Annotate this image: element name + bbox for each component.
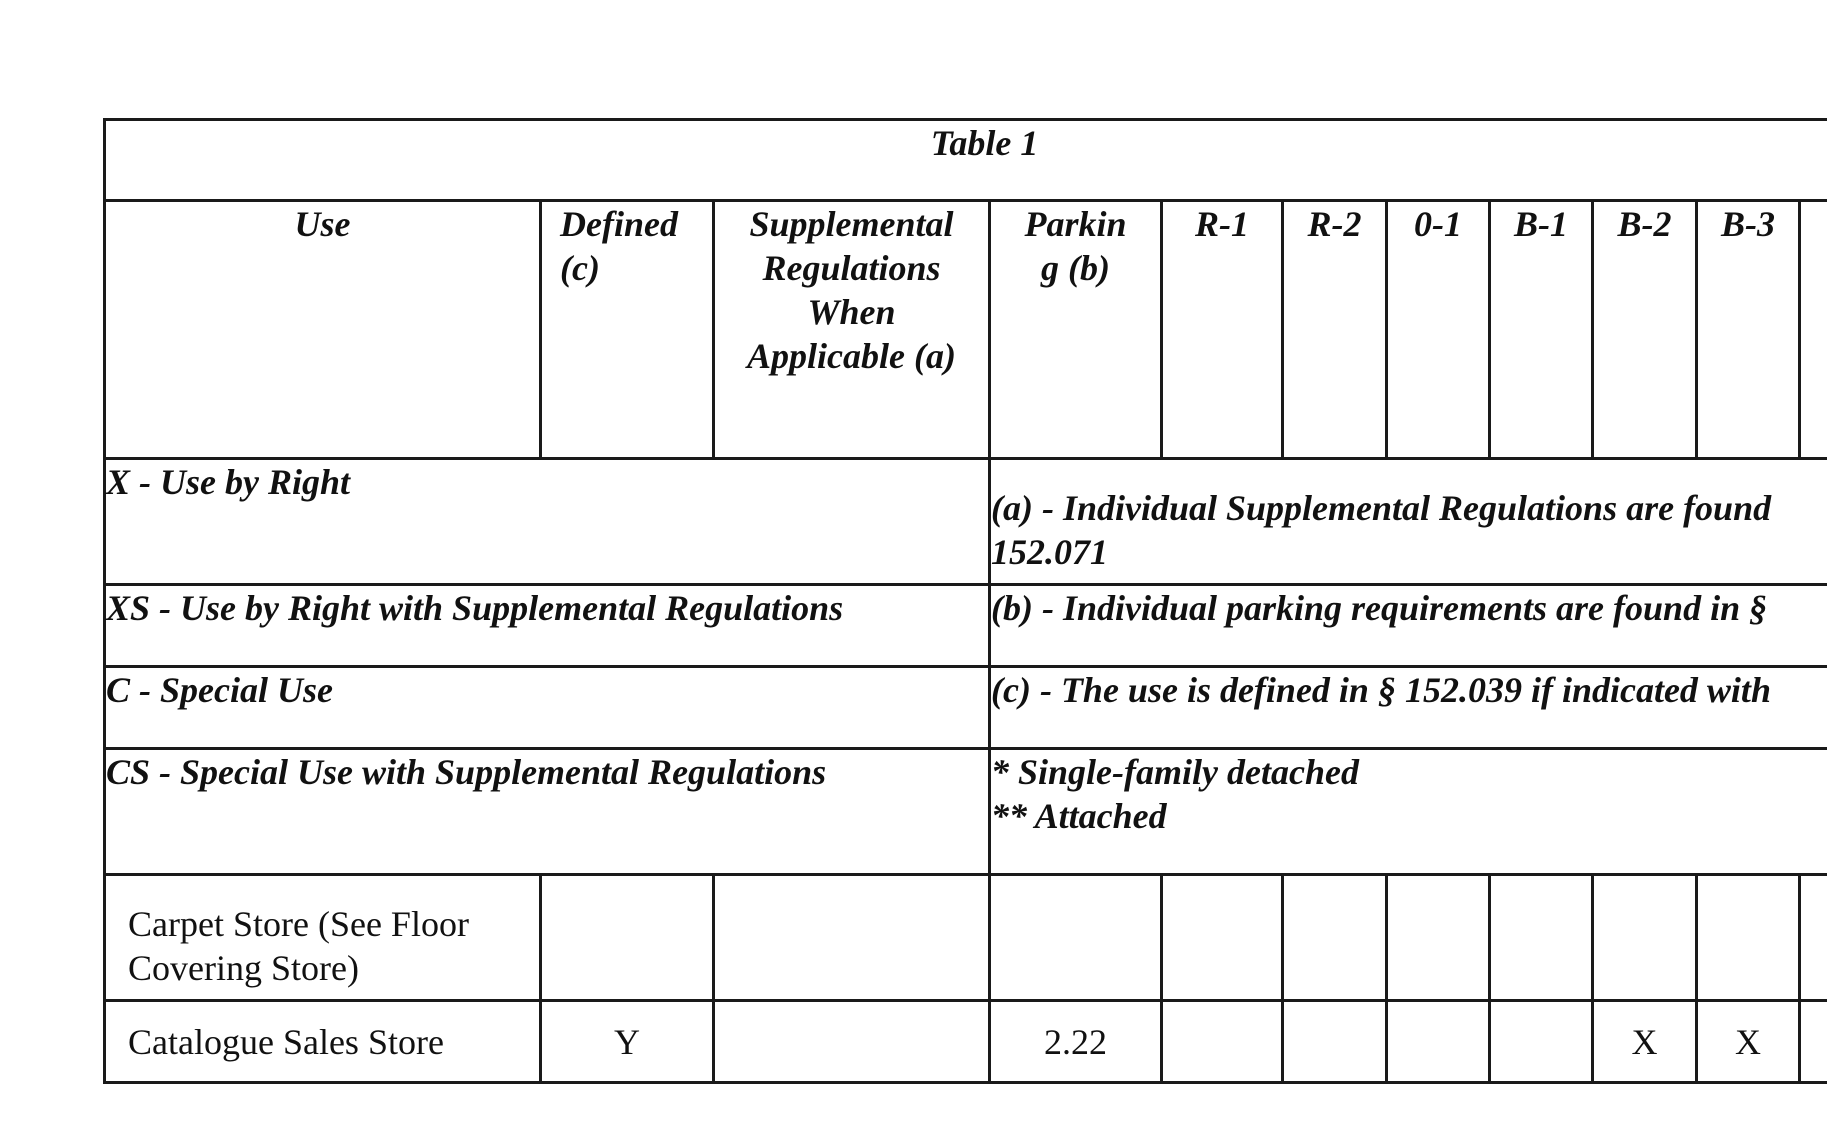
legend-right bbox=[990, 667, 1827, 749]
header-parking-line2: g (b) bbox=[1041, 248, 1110, 288]
row-b1 bbox=[1490, 1001, 1593, 1083]
row-defined bbox=[541, 875, 714, 1001]
header-parking-line1: Parkin bbox=[1024, 204, 1127, 244]
legend-left: XS - Use by Right with Supplemental Regulations bbox=[105, 585, 990, 667]
legend-row bbox=[105, 459, 1827, 585]
legend-right-line1: (a) - Individual Supplemental Regulations are found bbox=[991, 488, 1772, 528]
legend-right bbox=[990, 585, 1827, 667]
row-supplemental bbox=[714, 875, 990, 1001]
header-b2: B-2 bbox=[1593, 201, 1697, 459]
row-use bbox=[105, 1001, 541, 1083]
row-b3: X bbox=[1697, 1001, 1800, 1083]
row-o1 bbox=[1387, 875, 1490, 1001]
row-r2 bbox=[1283, 1001, 1387, 1083]
header-b1: B-1 bbox=[1490, 201, 1593, 459]
row-use bbox=[105, 875, 541, 1001]
legend-right-line1: * Single-family detached bbox=[991, 752, 1359, 792]
header-r1: R-1 bbox=[1162, 201, 1283, 459]
header-use: Use bbox=[105, 201, 541, 459]
table-title: Table 1 bbox=[105, 120, 1827, 201]
header-b3: B-3 bbox=[1697, 201, 1800, 459]
row-supplemental bbox=[714, 1001, 990, 1083]
legend-row bbox=[105, 585, 1827, 667]
legend-right bbox=[990, 459, 1827, 585]
header-o1: 0-1 bbox=[1387, 201, 1490, 459]
header-defined: Defined (c) bbox=[541, 201, 714, 459]
row-use-line2: Covering Store) bbox=[128, 948, 359, 988]
row-use-line1: Catalogue Sales Store bbox=[128, 1021, 444, 1062]
row-b3 bbox=[1697, 875, 1800, 1001]
header-next-column bbox=[1800, 201, 1827, 459]
legend-row bbox=[105, 749, 1827, 875]
legend-left: CS - Special Use with Supplemental Regulations bbox=[105, 749, 990, 875]
header-supplemental: Supplemental Regulations When Applicable (a) bbox=[714, 201, 990, 459]
legend-right-line2: 152.071 bbox=[991, 532, 1108, 572]
row-b2: X bbox=[1593, 1001, 1697, 1083]
row-r1 bbox=[1162, 875, 1283, 1001]
row-b2 bbox=[1593, 875, 1697, 1001]
header-parking bbox=[990, 201, 1162, 459]
row-next-column bbox=[1800, 875, 1827, 1001]
row-use-line1: Carpet Store (See Floor bbox=[128, 904, 469, 944]
row-b1 bbox=[1490, 875, 1593, 1001]
legend-left: C - Special Use bbox=[105, 667, 990, 749]
legend-right-line1: (c) - The use is defined in § 152.039 if indicated with bbox=[991, 670, 1771, 710]
zoning-table bbox=[103, 118, 1827, 1084]
row-parking: 2.22 bbox=[990, 1001, 1162, 1083]
header-r2: R-2 bbox=[1283, 201, 1387, 459]
legend-left: X - Use by Right bbox=[105, 459, 990, 585]
table-row bbox=[105, 1001, 1827, 1083]
row-r1 bbox=[1162, 1001, 1283, 1083]
row-o1 bbox=[1387, 1001, 1490, 1083]
legend-right-line2: ** Attached bbox=[991, 796, 1167, 836]
legend-right bbox=[990, 749, 1827, 875]
row-r2 bbox=[1283, 875, 1387, 1001]
row-parking bbox=[990, 875, 1162, 1001]
row-next-column bbox=[1800, 1001, 1827, 1083]
legend-right-line1: (b) - Individual parking requirements are found in § bbox=[991, 588, 1768, 628]
table-row bbox=[105, 875, 1827, 1001]
row-defined: Y bbox=[541, 1001, 714, 1083]
table-header-row bbox=[105, 201, 1827, 459]
table-title-row bbox=[105, 120, 1827, 201]
legend-row bbox=[105, 667, 1827, 749]
